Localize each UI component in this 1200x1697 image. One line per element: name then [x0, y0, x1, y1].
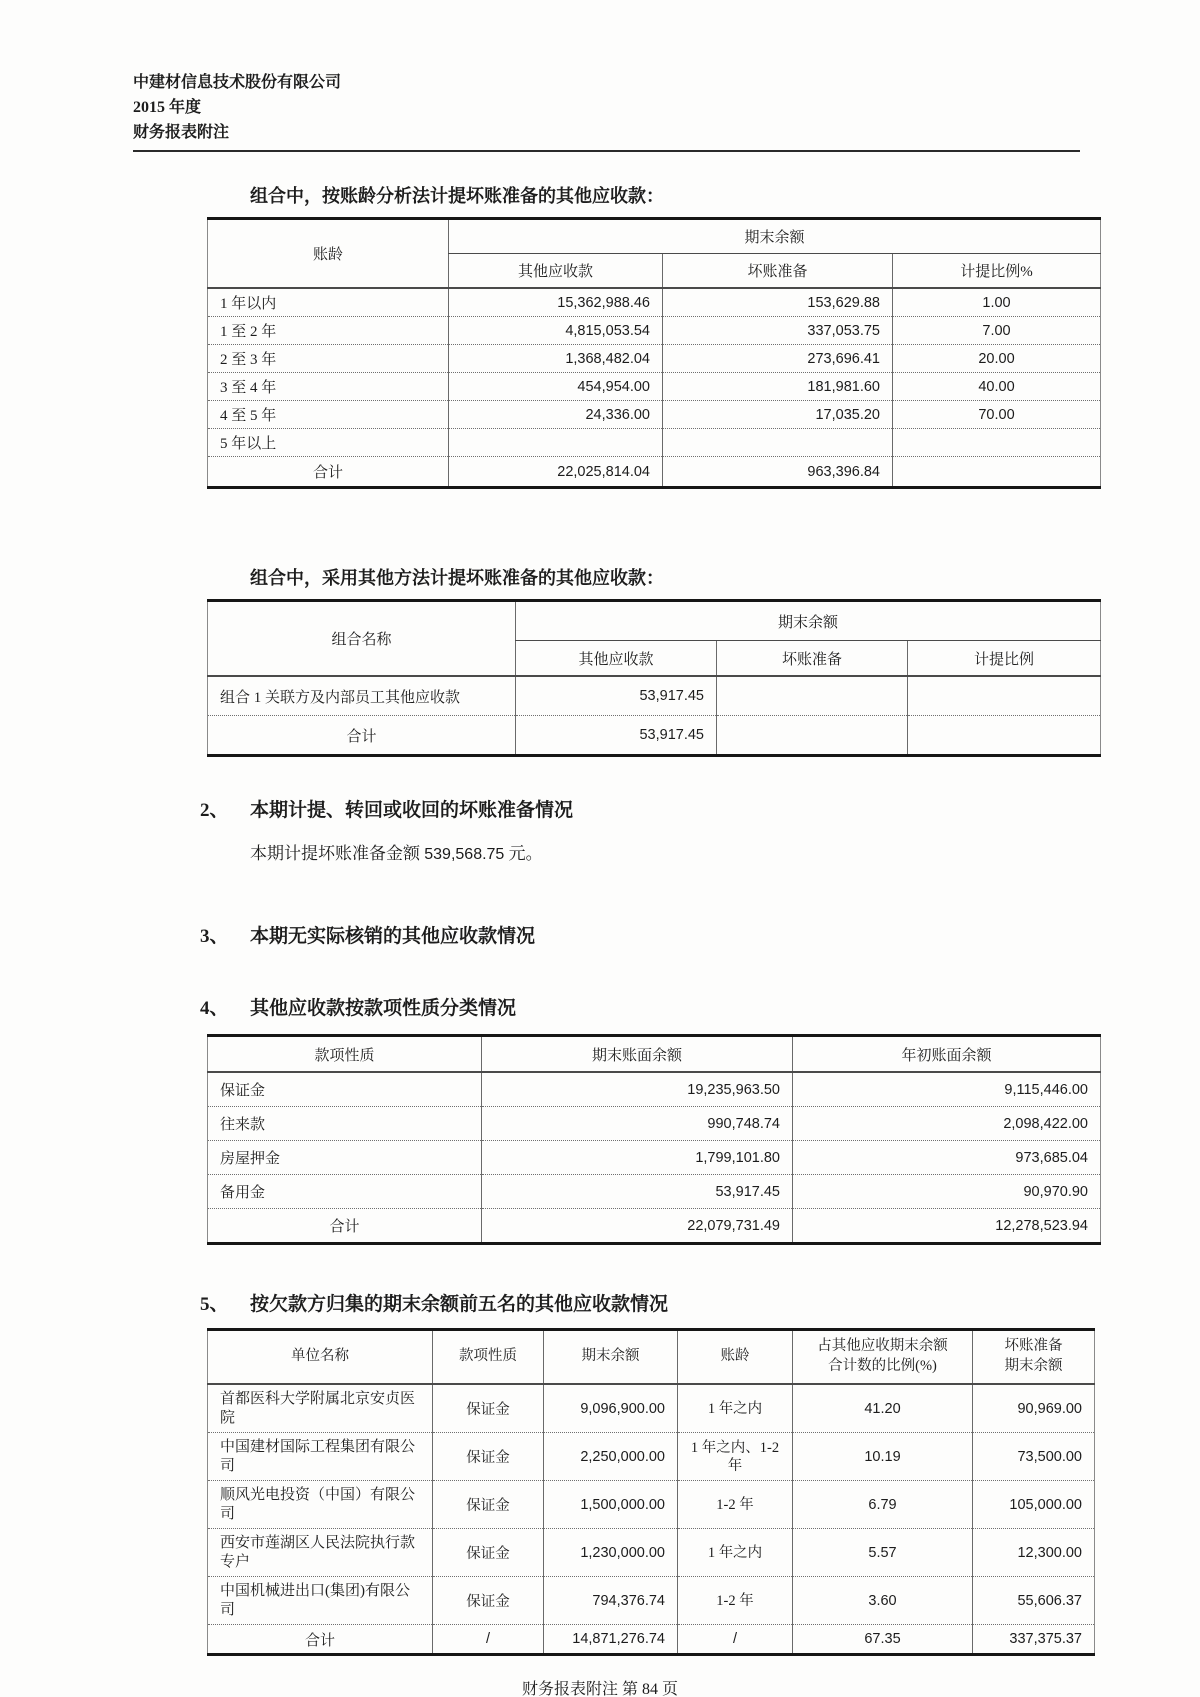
section-title: 本期无实际核销的其他应收款情况 [250, 926, 536, 947]
aging-table-title: 组合中，按账龄分析法计提坏账准备的其他应收款： [250, 186, 664, 206]
cell-ratio: 1.00 [893, 288, 1101, 317]
header-divider [133, 150, 1080, 152]
cell-nature: 保证金 [433, 1577, 544, 1625]
table-row [208, 676, 1101, 716]
cell-total-amount: 22,025,814.04 [449, 457, 663, 488]
cell-aging: 1 年以内 [208, 288, 449, 317]
col-header-provision-ratio: 计提比例% [893, 254, 1101, 289]
table-header-row [208, 1330, 1095, 1385]
section-number: 2、 [200, 800, 229, 821]
cell-aging: 1 年之内 [678, 1384, 793, 1433]
col-header-provision-line2: 期末余额 [1004, 1358, 1063, 1374]
cell-entity: 中国机械进出口(集团)有限公司 [208, 1577, 433, 1625]
cell-provision: 337,053.75 [663, 317, 893, 345]
cell-provision: 17,035.20 [663, 401, 893, 429]
col-header-aging: 账龄 [208, 219, 449, 289]
section-title: 本期计提、转回或收回的坏账准备情况 [250, 800, 574, 821]
cell-total-closing: 22,079,731.49 [482, 1209, 793, 1244]
col-header-portfolio-name: 组合名称 [208, 601, 516, 677]
cell-total-label: 合计 [304, 1632, 335, 1649]
section-2-body [250, 839, 1200, 864]
other-method-table-title: 组合中，采用其他方法计提坏账准备的其他应收款： [250, 568, 664, 588]
cell-entity: 西安市莲湖区人民法院执行款专户 [208, 1529, 433, 1577]
cell-provision: 181,981.60 [663, 373, 893, 401]
table-total-row [208, 1625, 1095, 1655]
cell-opening: 90,970.90 [793, 1175, 1101, 1209]
table-total-row [208, 457, 1101, 488]
col-header-provision-line1: 坏账准备 [1004, 1338, 1063, 1355]
cell-provision: 273,696.41 [663, 345, 893, 373]
col-header-entity-name: 单位名称 [208, 1330, 433, 1385]
cell-balance: 1,500,000.00 [544, 1481, 678, 1529]
section-4-heading [200, 993, 1200, 1020]
cell-aging: 2 至 3 年 [208, 345, 449, 373]
table-row [208, 288, 1101, 317]
table-header-row [208, 1036, 1101, 1073]
cell-total-amount: 53,917.45 [516, 716, 717, 756]
cell-nature: 保证金 [433, 1433, 544, 1481]
table-total-row [208, 1209, 1101, 1244]
cell-nature: 往来款 [208, 1107, 482, 1141]
section-number: 3、 [200, 926, 229, 947]
cell-total-nature: / [433, 1625, 544, 1655]
cell-aging: 1-2 年 [678, 1577, 793, 1625]
col-header-aging: 账龄 [678, 1330, 793, 1385]
company-name: 中建材信息技术股份有限公司 [133, 74, 342, 91]
cell-nature: 保证金 [208, 1072, 482, 1107]
cell-amount: 53,917.45 [516, 676, 717, 716]
table-row [208, 1072, 1101, 1107]
cell-aging: 4 至 5 年 [208, 401, 449, 429]
body-text: 本期计提坏账准备金额 [250, 844, 425, 863]
table-row [208, 1141, 1101, 1175]
cell-ratio [893, 429, 1101, 457]
col-header-bad-debt-provision: 坏账准备 [717, 641, 908, 677]
cell-amount [449, 429, 663, 457]
cell-nature: 保证金 [433, 1384, 544, 1433]
cell-aging: 3 至 4 年 [208, 373, 449, 401]
table-row [208, 1175, 1101, 1209]
cell-nature: 备用金 [208, 1175, 482, 1209]
cell-closing: 1,799,101.80 [482, 1141, 793, 1175]
table-row [208, 1384, 1095, 1433]
col-header-other-receivables: 其他应收款 [449, 254, 663, 289]
table-row [208, 1577, 1095, 1625]
col-header-nature: 款项性质 [433, 1330, 544, 1385]
cell-total-opening: 12,278,523.94 [793, 1209, 1101, 1244]
cell-total-label: 合计 [312, 465, 343, 481]
cell-provision: 73,500.00 [973, 1433, 1095, 1481]
table-row [208, 1481, 1095, 1529]
col-header-provision-ratio: 计提比例 [908, 641, 1101, 677]
table-header-row [208, 219, 1101, 254]
section-5-heading [200, 1289, 1200, 1316]
cell-closing: 990,748.74 [482, 1107, 793, 1141]
table-row [208, 317, 1101, 345]
cell-provision: 105,000.00 [973, 1481, 1095, 1529]
table-row [208, 345, 1101, 373]
other-method-table [207, 599, 1101, 757]
report-year: 2015 年度 [133, 99, 202, 116]
document-type: 财务报表附注 [133, 124, 230, 141]
table-row [208, 1433, 1095, 1481]
table-row [208, 1107, 1101, 1141]
section-title: 按欠款方归集的期末余额前五名的其他应收款情况 [250, 1294, 669, 1315]
cell-provision: 153,629.88 [663, 288, 893, 317]
table-total-row [208, 716, 1101, 756]
cell-aging: 1 年之内 [678, 1529, 793, 1577]
cell-provision [717, 676, 908, 716]
cell-total-label: 合计 [346, 728, 377, 745]
cell-total-aging: / [678, 1625, 793, 1655]
nature-classification-table [207, 1034, 1101, 1245]
cell-opening: 9,115,446.00 [793, 1072, 1101, 1107]
section-number: 4、 [200, 998, 229, 1019]
table-row [208, 373, 1101, 401]
cell-amount: 1,368,482.04 [449, 345, 663, 373]
cell-ratio: 6.79 [793, 1481, 973, 1529]
cell-ratio: 3.60 [793, 1577, 973, 1625]
cell-balance: 1,230,000.00 [544, 1529, 678, 1577]
cell-nature: 保证金 [433, 1481, 544, 1529]
cell-aging: 1 至 2 年 [208, 317, 449, 345]
cell-ratio: 20.00 [893, 345, 1101, 373]
cell-amount: 454,954.00 [449, 373, 663, 401]
page-footer: 财务报表附注 第 84 页 [521, 1681, 678, 1697]
top-five-debtors-table [207, 1328, 1095, 1656]
col-header-closing-balance: 期末余额 [544, 1330, 678, 1385]
cell-total-provision: 963,396.84 [663, 457, 893, 488]
cell-ratio: 70.00 [893, 401, 1101, 429]
cell-total-provision [717, 716, 908, 756]
section-2-heading [200, 795, 1200, 822]
col-group-header-closing-balance: 期末余额 [449, 219, 1101, 254]
table-row [208, 1529, 1095, 1577]
col-header-ratio-line2: 合计数的比例(%) [828, 1358, 937, 1374]
col-header-ratio [793, 1330, 973, 1385]
cell-aging: 1-2 年 [678, 1481, 793, 1529]
cell-total-balance: 14,871,276.74 [544, 1625, 678, 1655]
cell-portfolio: 组合 1 关联方及内部员工其他应收款 [208, 676, 516, 716]
cell-entity: 首都医科大学附属北京安贞医院 [208, 1384, 433, 1433]
cell-aging: 1 年之内、1-2 年 [678, 1433, 793, 1481]
cell-total-provision: 337,375.37 [973, 1625, 1095, 1655]
cell-total-ratio [908, 716, 1101, 756]
cell-total-label: 合计 [329, 1219, 360, 1235]
cell-provision: 90,969.00 [973, 1384, 1095, 1433]
body-text: 元。 [504, 844, 543, 863]
cell-provision [663, 429, 893, 457]
aging-analysis-table [207, 217, 1101, 489]
cell-ratio: 40.00 [893, 373, 1101, 401]
cell-ratio [908, 676, 1101, 716]
cell-nature: 房屋押金 [208, 1141, 482, 1175]
col-group-header-closing-balance: 期末余额 [516, 601, 1101, 641]
cell-balance: 794,376.74 [544, 1577, 678, 1625]
table-row [208, 401, 1101, 429]
cell-entity: 中国建材国际工程集团有限公司 [208, 1433, 433, 1481]
cell-opening: 973,685.04 [793, 1141, 1101, 1175]
col-header-provision [973, 1330, 1095, 1385]
cell-ratio: 10.19 [793, 1433, 973, 1481]
cell-amount: 15,362,988.46 [449, 288, 663, 317]
provision-amount: 539,568.75 [424, 846, 505, 863]
cell-opening: 2,098,422.00 [793, 1107, 1101, 1141]
cell-balance: 2,250,000.00 [544, 1433, 678, 1481]
cell-ratio: 41.20 [793, 1384, 973, 1433]
col-header-other-receivables: 其他应收款 [516, 641, 717, 677]
cell-closing: 19,235,963.50 [482, 1072, 793, 1107]
cell-balance: 9,096,900.00 [544, 1384, 678, 1433]
cell-nature: 保证金 [433, 1529, 544, 1577]
cell-amount: 4,815,053.54 [449, 317, 663, 345]
document-header [133, 0, 1200, 145]
section-3-heading [200, 921, 1200, 948]
col-header-opening-book-balance: 年初账面余额 [793, 1036, 1101, 1073]
cell-total-ratio [893, 457, 1101, 488]
table-row [208, 429, 1101, 457]
cell-amount: 24,336.00 [449, 401, 663, 429]
cell-total-ratio: 67.35 [793, 1625, 973, 1655]
cell-closing: 53,917.45 [482, 1175, 793, 1209]
cell-ratio: 7.00 [893, 317, 1101, 345]
col-header-bad-debt-provision: 坏账准备 [663, 254, 893, 289]
cell-ratio: 5.57 [793, 1529, 973, 1577]
table-header-row [208, 601, 1101, 641]
col-header-nature: 款项性质 [208, 1036, 482, 1073]
cell-provision: 55,606.37 [973, 1577, 1095, 1625]
col-header-ratio-line1: 占其他应收期末余额 [817, 1338, 948, 1355]
section-title: 其他应收款按款项性质分类情况 [250, 998, 517, 1019]
cell-provision: 12,300.00 [973, 1529, 1095, 1577]
col-header-closing-book-balance: 期末账面余额 [482, 1036, 793, 1073]
section-number: 5、 [200, 1294, 229, 1315]
cell-entity: 顺风光电投资（中国）有限公司 [208, 1481, 433, 1529]
cell-aging: 5 年以上 [208, 429, 449, 457]
